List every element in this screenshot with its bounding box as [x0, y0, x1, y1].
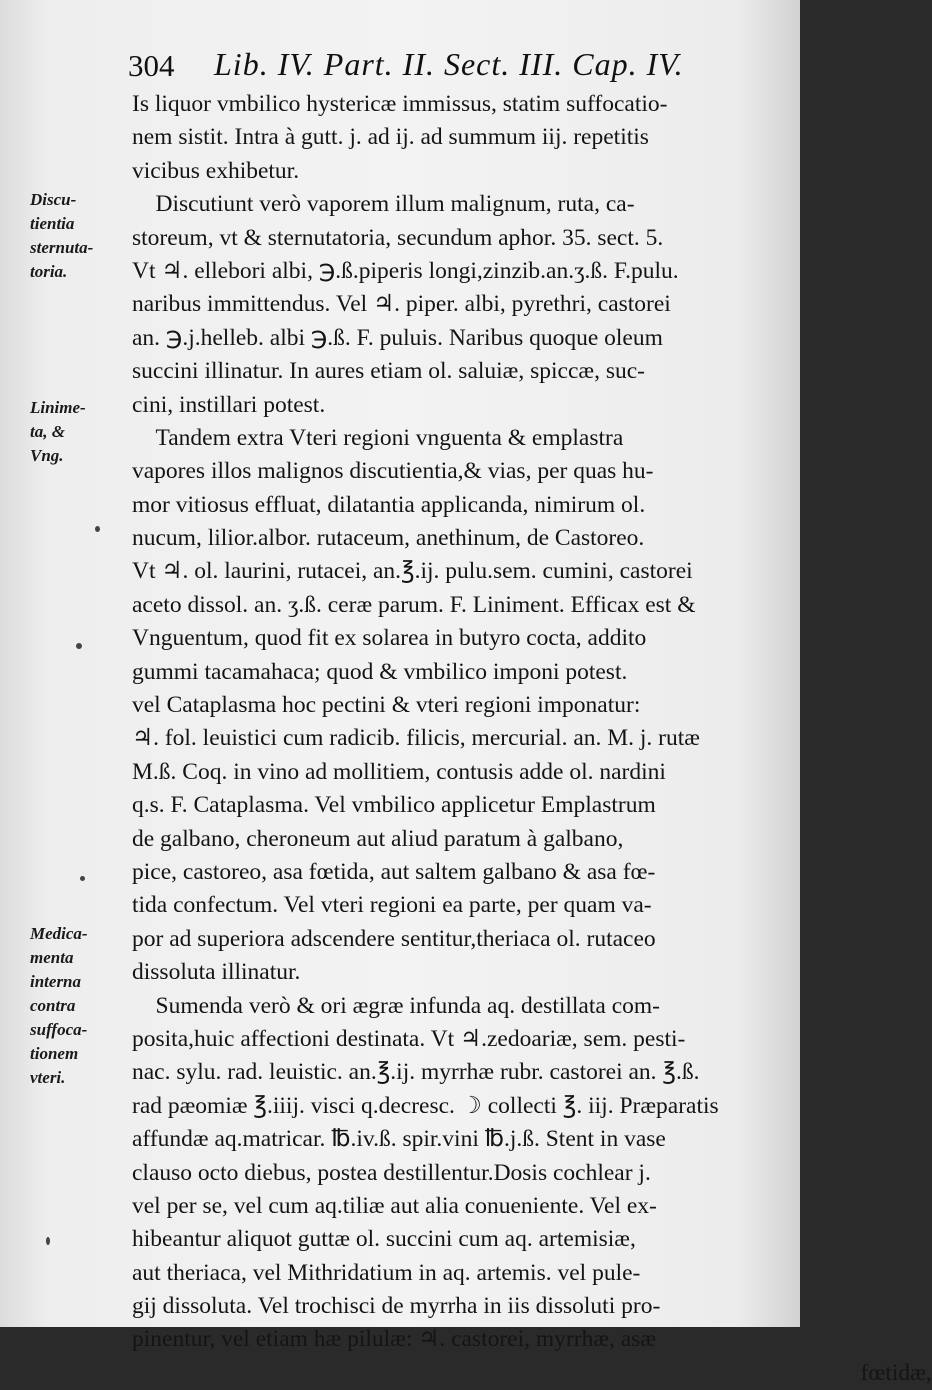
text-line: hibeantur aliquot guttæ ol. succini cum aq. artemisiæ,	[132, 1226, 636, 1253]
margin-note-line: Discu-	[30, 190, 77, 209]
margin-note-line: contra	[30, 996, 76, 1015]
text-line: an. ℈.j.helleb. albi ℈.ß. F. puluis. Naribus quoque oleum	[132, 324, 663, 351]
text-line: Vt ♃. ellebori albi, ℈.ß.piperis longi,zinzib.an.ʒ.ß. F.pulu.	[132, 257, 679, 284]
text-line: rad pæomiæ ℥.iiij. visci q.decresc. ☽ collecti ℥. iij. Præparatis	[132, 1092, 719, 1119]
margin-note-line: tionem	[30, 1044, 79, 1063]
margin-note-line: Vng.	[30, 446, 64, 465]
text-line: naribus immittendus. Vel ♃. piper. albi, pyrethri, castorei	[132, 291, 671, 318]
ink-speck	[76, 643, 82, 649]
text-line: Discutiunt verò vaporem illum malignum, ruta, ca-	[132, 191, 635, 218]
text-line: posita,huic affectioni destinata. Vt ♃.zedoariæ, sem. pesti-	[132, 1025, 686, 1052]
text-line: fœtidæ,	[132, 1359, 932, 1386]
text-line: M.ß. Coq. in vino ad mollitiem, contusis adde ol. nardini	[132, 758, 666, 785]
text-line: nac. sylu. rad. leuistic. an.℥.ij. myrrhæ rubr. castorei an. ℥.ß.	[132, 1059, 700, 1086]
margin-note-line: ta, &	[30, 422, 65, 441]
text-line: aut theriaca, vel Mithridatium in aq. artemis. vel pule-	[132, 1259, 641, 1286]
page-header	[128, 46, 768, 90]
text-line: clauso octo diebus, postea destillentur.Dosis cochlear j.	[132, 1159, 651, 1186]
text-line: aceto dissol. an. ʒ.ß. ceræ parum. F. Liniment. Efficax est &	[132, 591, 696, 618]
margin-note-line: menta	[30, 948, 74, 967]
text-line: tida confectum. Vel vteri regioni ea parte, per quam va-	[132, 892, 652, 919]
text-line: nucum, lilior.albor. rutaceum, anethinum, de Castoreo.	[132, 525, 645, 552]
margin-note-linimenta	[30, 396, 130, 468]
text-line: vel per se, vel cum aq.tiliæ aut alia conueniente. Vel ex-	[132, 1192, 657, 1219]
text-line: nem sistit. Intra à gutt. j. ad ij. ad summum iij. repetitis	[132, 124, 649, 151]
running-head: Lib. IV. Part. II. Sect. III. Cap. IV.	[214, 46, 684, 82]
text-line: Is liquor vmbilico hystericæ immissus, statim suffocatio-	[132, 91, 668, 117]
text-line: q.s. F. Cataplasma. Vel vmbilico applicetur Emplastrum	[132, 792, 656, 819]
text-line: Sumenda verò & ori ægræ infunda aq. destillata com-	[132, 992, 660, 1019]
ink-speck	[95, 526, 100, 532]
text-line: Vt ♃. ol. laurini, rutacei, an.℥.ij. pulu.sem. cumini, castorei	[132, 558, 693, 585]
text-line: dissoluta illinatur.	[132, 959, 301, 986]
margin-note-line: vteri.	[30, 1068, 66, 1087]
margin-note-line: Medica-	[30, 924, 88, 943]
body-text	[132, 88, 932, 1390]
text-line: succini illinatur. In aures etiam ol. saluiæ, spiccæ, suc-	[132, 358, 645, 385]
ink-speck	[80, 876, 85, 881]
text-line: de galbano, cheroneum aut aliud paratum à galbano,	[132, 825, 624, 852]
text-line: por ad superiora adscendere sentitur,theriaca ol. rutaceo	[132, 925, 656, 952]
margin-notes	[30, 0, 130, 1327]
margin-note-line: sternuta-	[30, 238, 94, 257]
text-line: ♃. fol. leuistici cum radicib. filicis, mercurial. an. M. j. rutæ	[132, 725, 700, 752]
margin-note-sternutatoria	[30, 188, 130, 284]
text-line: mor vitiosus effluat, dilatantia applicanda, nimirum ol.	[132, 491, 646, 518]
margin-note-medicamenta	[30, 922, 130, 1090]
text-line: affundæ aq.matricar. ℔.iv.ß. spir.vini ℔.j.ß. Stent in vase	[132, 1126, 666, 1153]
margin-note-line: interna	[30, 972, 82, 991]
text-line: vel Cataplasma hoc pectini & vteri regioni imponatur:	[132, 692, 641, 719]
text-line: Tandem extra Vteri regioni vnguenta & emplastra	[132, 424, 624, 451]
text-line: Vnguentum, quod fit ex solarea in butyro cocta, addito	[132, 625, 647, 652]
ink-speck	[46, 1237, 50, 1245]
text-line: pice, castoreo, asa fœtida, aut saltem galbano & asa fœ-	[132, 858, 656, 885]
text-line: vapores illos malignos discutientia,& vias, per quas hu-	[132, 458, 654, 485]
text-line: gij dissoluta. Vel trochisci de myrrha in iis dissoluti pro-	[132, 1293, 661, 1320]
margin-note-line: tientia	[30, 214, 75, 233]
text-line: pinentur, vel etiam hæ pilulæ: ♃. castorei, myrrhæ, asæ	[132, 1326, 656, 1353]
text-line: cini, instillari potest.	[132, 391, 326, 418]
margin-note-line: toria.	[30, 262, 68, 281]
page-number: 304	[128, 48, 175, 83]
text-line: storeum, vt & sternutatoria, secundum aphor. 35. sect. 5.	[132, 224, 664, 251]
text-line: vicibus exhibetur.	[132, 157, 300, 184]
text-line: gummi tacamahaca; quod & vmbilico imponi potest.	[132, 658, 628, 685]
margin-note-line: Linime-	[30, 398, 86, 417]
margin-note-line: suffoca-	[30, 1020, 88, 1039]
